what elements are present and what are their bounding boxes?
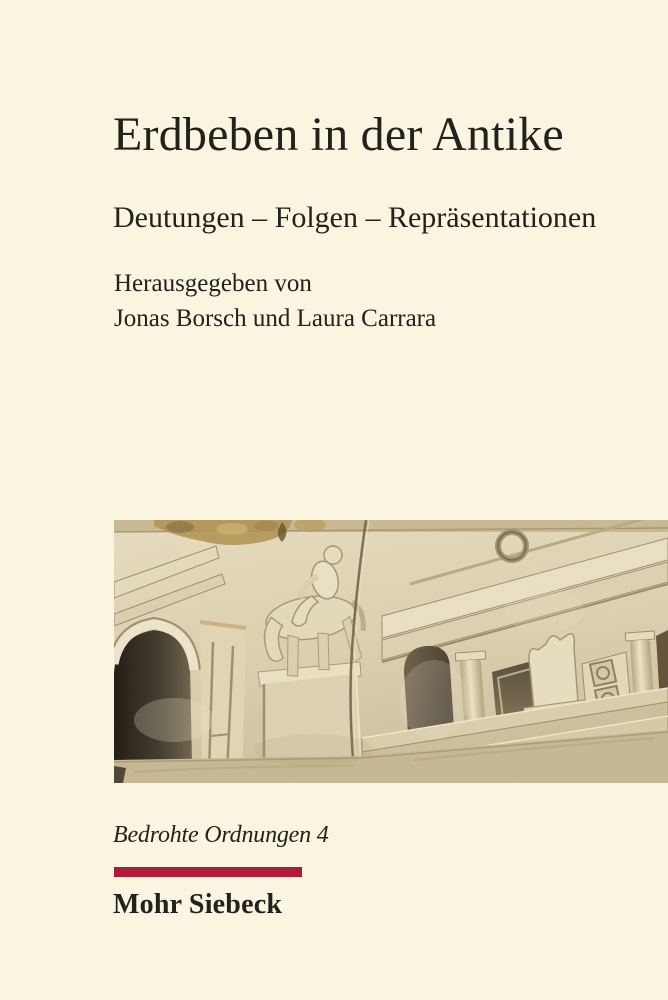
accent-rule bbox=[114, 867, 302, 877]
editors-intro: Herausgegeben von bbox=[114, 270, 312, 297]
editors-block bbox=[114, 266, 436, 336]
series-label: Bedrohte Ordnungen 4 bbox=[113, 822, 329, 848]
relief-photo bbox=[114, 520, 668, 783]
book-subtitle: Deutungen – Folgen – Repräsentationen bbox=[113, 201, 597, 234]
publisher-name: Mohr Siebeck bbox=[113, 889, 283, 920]
book-title: Erdbeben in der Antike bbox=[113, 108, 564, 161]
editors-names: Jonas Borsch und Laura Carrara bbox=[114, 305, 437, 332]
relief-photo-illustration bbox=[114, 520, 668, 783]
